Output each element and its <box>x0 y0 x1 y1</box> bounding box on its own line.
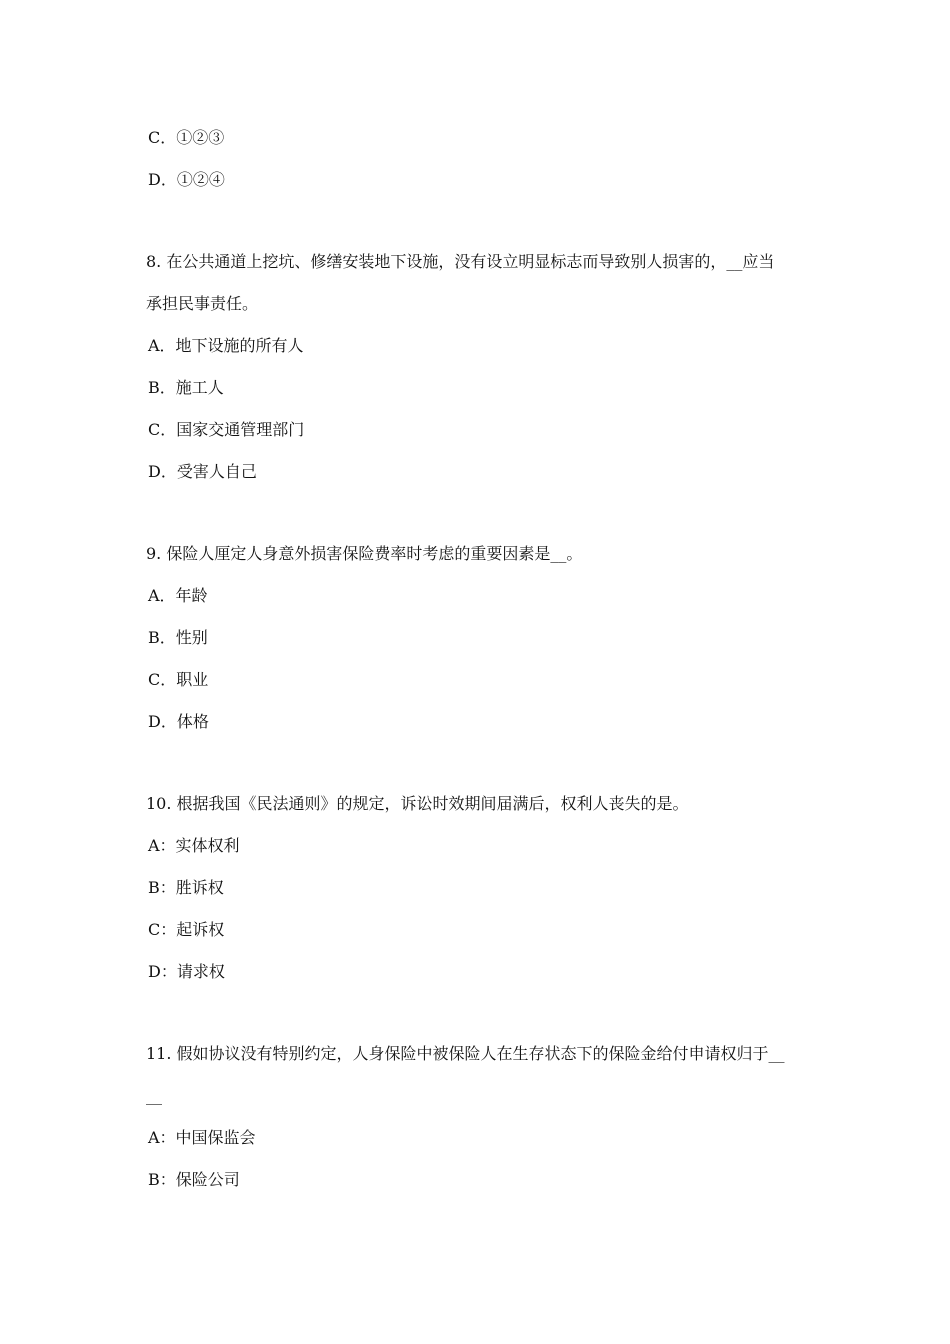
option-c: C．①②③ <box>148 128 225 147</box>
option-d: D．①②④ <box>148 170 225 189</box>
question-9-option-b: B．性别 <box>148 628 208 647</box>
question-9-text: 9. 保险人厘定人身意外损害保险费率时考虑的重要因素是__。 <box>146 544 583 563</box>
question-8-option-c: C．国家交通管理部门 <box>148 420 305 439</box>
question-8-text: 8. 在公共通道上挖坑、修缮安装地下设施，没有设立明显标志而导致别人损害的，__应当 <box>146 252 775 271</box>
question-11-option-a: A：中国保监会 <box>148 1128 256 1147</box>
question-9-option-d: D．体格 <box>148 712 209 731</box>
question-11-option-b: B：保险公司 <box>148 1170 240 1189</box>
question-10-option-a: A：实体权利 <box>148 836 240 855</box>
question-8-option-b: B．施工人 <box>148 378 224 397</box>
question-11-text: 11. 假如协议没有特别约定，人身保险中被保险人在生存状态下的保险金给付申请权归于__ <box>146 1044 785 1063</box>
question-8-option-a: A．地下设施的所有人 <box>148 336 304 355</box>
question-10-option-c: C：起诉权 <box>148 920 225 939</box>
question-9-option-a: A．年龄 <box>148 586 208 605</box>
question-8-text-cont: 承担民事责任。 <box>146 294 259 313</box>
question-9-option-c: C．职业 <box>148 670 209 689</box>
question-10-option-b: B：胜诉权 <box>148 878 224 897</box>
question-10-option-d: D：请求权 <box>148 962 225 981</box>
question-11-text-cont: __ <box>146 1086 162 1105</box>
question-10-text: 10. 根据我国《民法通则》的规定，诉讼时效期间届满后，权利人丧失的是。 <box>146 794 689 813</box>
question-8-option-d: D．受害人自己 <box>148 462 257 481</box>
